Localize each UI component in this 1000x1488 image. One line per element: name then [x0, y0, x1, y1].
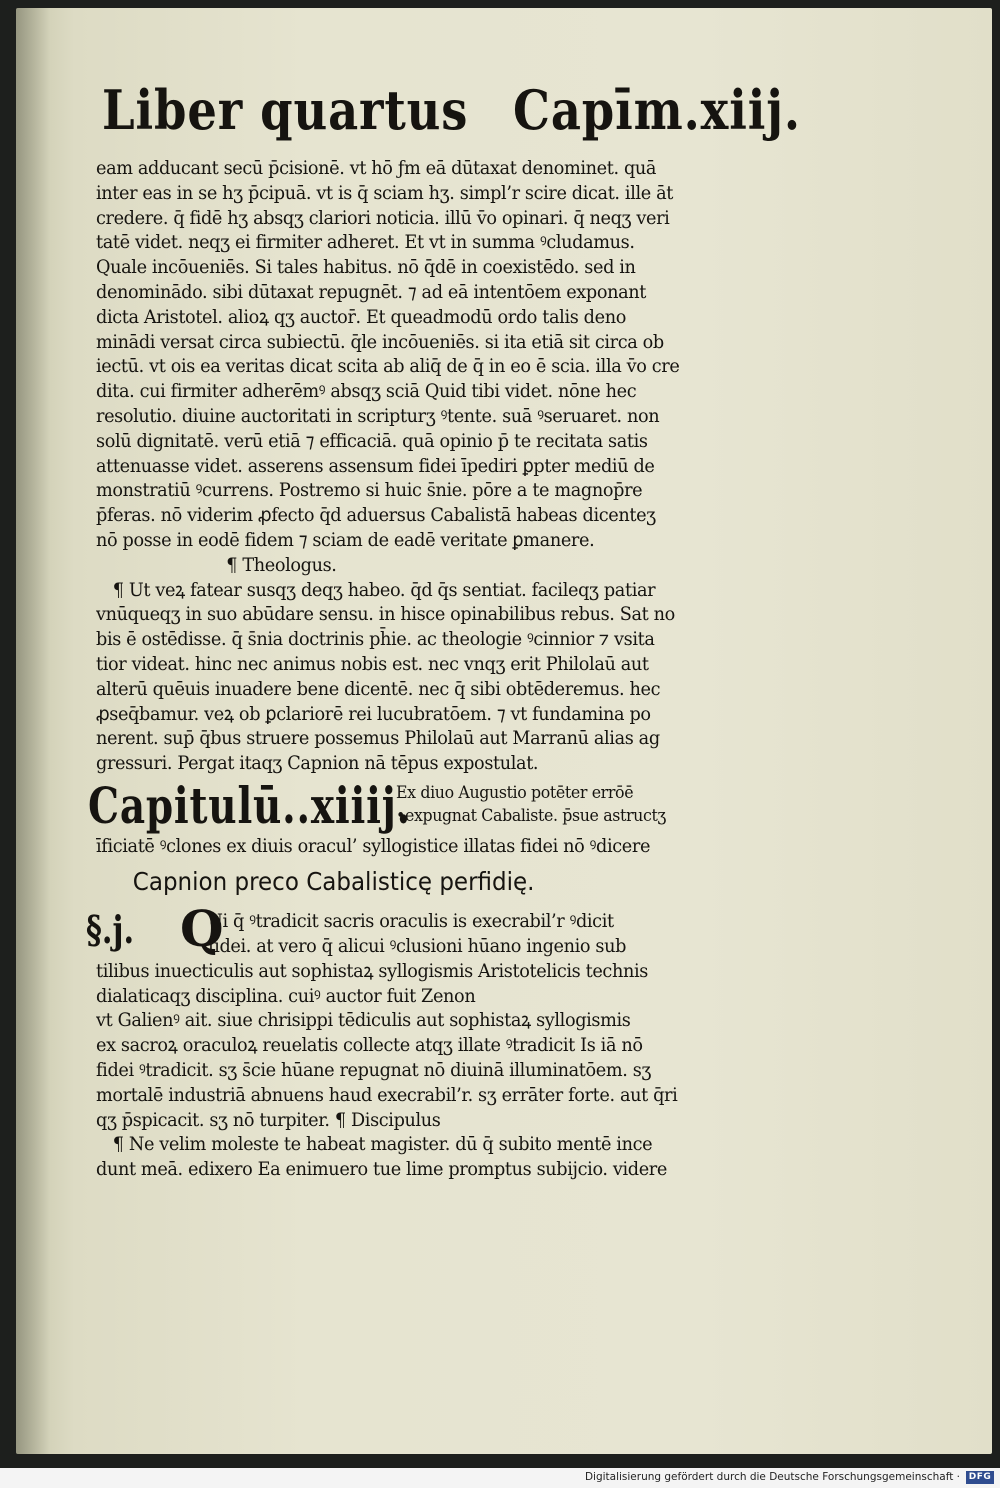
section-initial-letter: Q [180, 898, 224, 958]
text-line: dita. cui firmiter adherēmꝰ absqʒ sciā Quid tibi videt. nōne hec [96, 380, 637, 403]
running-head-book: Liber quartus [102, 78, 469, 142]
text-line: bis ē ostēdisse. q̄ s̄nia doctrinis ph̄ie. ac theologie ꝰcinnior ⁊ vsita [96, 628, 655, 651]
chapter-desc-full-line: īficiatē ꝰclones ex diuis oracul’ syllogistice illatas fidei nō ꝰdicere [96, 834, 651, 857]
running-head [102, 78, 801, 156]
text-line: tior videat. hinc nec animus nobis est. nec vnqʒ erit Philolaū aut [96, 652, 649, 675]
text-line: ¶ Ut veꝝ fatear susqʒ deqʒ habeo. q̄d q̄s sentiat. facileqʒ patiar [112, 578, 656, 601]
text-line: dicta Aristotel. alioꝝ qʒ auctor̄. Et queadmodū ordo talis deno [96, 305, 626, 328]
section-first-lines [208, 909, 768, 959]
binding-shadow [16, 8, 50, 1454]
text-line: attenuasse videt. asserens assensum fidei īpediri ꝑpter mediū de [96, 454, 655, 477]
chapter-description [396, 782, 816, 828]
running-head-chapter: Capīm.xiij. [513, 78, 801, 142]
text-line: denominādo. sibi dūtaxat repugnēt. ⁊ ad eā intentōem exponant [96, 280, 646, 303]
text-line: tilibus inuecticulis aut sophistaꝝ syllogismis Aristotelicis technis [96, 959, 648, 982]
chapter-title: Capitulū..xiiij. [88, 775, 411, 835]
text-line: Ui q̄ ꝰtradicit sacris oraculis is execrabil’r ꝰdicit [208, 909, 614, 932]
text-line: resolutio. diuine auctoritati in scripturʒ ꝰtente. suā ꝰseruaret. non [96, 404, 660, 427]
chapter-desc-line: Ex diuo Augustio potēter errōē [396, 782, 634, 803]
text-line: vt Galienꝰ ait. siue chrisippi tēdiculis aut sophistaꝝ syllogismis [96, 1009, 631, 1032]
text-line: p̄feras. nō viderim ꝓfecto q̄d aduersus Cabalistā habeas dicenteʒ [96, 504, 656, 527]
text-part-2 [96, 578, 746, 776]
text-line: ex sacroꝝ oraculoꝝ reuelatis collecte atqʒ illate ꝰtradicit Is iā nō [96, 1034, 643, 1057]
text-line: qʒ p̄spicacit. sʒ nō turpiter. ¶ Discipulus [96, 1108, 441, 1131]
text-line: gressuri. Pergat itaqʒ Capnion nā tēpus expostulat. [96, 752, 539, 775]
text-line: mortalē industriā abnuens haud execrabil’r. sʒ errāter forte. aut q̄ri [96, 1083, 678, 1106]
text-line: iectū. vt ois ea veritas dicat scita ab aliq̄ de q̄ in eo ē scia. illa v̄o cre [96, 355, 680, 378]
text-line: ¶ Ne velim moleste te habeat magister. dū q̄ subito mentē ince [112, 1133, 653, 1156]
rubric-theologus: ¶ Theologus. [226, 553, 337, 576]
text-line: alterū quēuis inuadere bene dicentē. nec q̄ sibi obtēderemus. hec [96, 677, 661, 700]
funding-credit: Digitalisierung gefördert durch die Deutsche Forschungsgemeinschaft · [584, 1471, 960, 1483]
text-line: nō posse in eodē fidem ⁊ sciam de eadē veritate ꝑmanere. [96, 528, 595, 551]
section-opening [86, 898, 746, 959]
text-line: minādi versat circa subiectū. q̄le incōueniēs. si ita etiā sit circa ob [96, 330, 664, 353]
text-line: dunt meā. edixero Ea enimuero tue lime promptus subijcio. videre [96, 1158, 667, 1181]
text-line: dialaticaqʒ disciplina. cuiꝰ auctor fuit Zenon [96, 984, 476, 1007]
chapter-heading [88, 775, 746, 835]
text-line: vnūqueqʒ in suo abūdare sensu. in hisce opinabilibus rebus. Sat no [96, 603, 675, 626]
page-text [86, 78, 801, 1182]
capnion-heading: Capnion preco Cabalisticę perfidię. [132, 866, 535, 896]
text-line: monstratiū ꝰcurrens. Postremo si huic s̄nie. pōre a te magnop̄re [96, 479, 643, 502]
text-line: ꝓseq̄bamur. veꝝ ob ꝑclariorē rei lucubratōem. ⁊ vt fundamina po [96, 702, 651, 725]
text-line: nerent. sup̄ q̄bus struere possemus Philolaū aut Marranū alias ag [96, 727, 660, 750]
text-part-1 [96, 156, 746, 553]
text-part-3 [96, 959, 746, 1182]
chapter-desc-line: •expugnat Cabaliste. p̄sue astructʒ [396, 805, 666, 826]
section-mark: §.j. [86, 906, 135, 952]
footer-bar [0, 1468, 1000, 1488]
text-line: fidei. at vero q̄ alicui ꝰclusioni hūano ingenio sub [208, 934, 627, 957]
text-line: fidei ꝰtradicit. sʒ s̄cie hūane repugnat nō diuinā illuminatōem. sʒ [96, 1058, 652, 1081]
text-line: eam adducant secū p̄cisionē. vt hō ƒm eā dūtaxat denominet. quā [96, 157, 657, 179]
dfg-logo: DFG [966, 1471, 994, 1484]
text-line: solū dignitatē. verū etiā ⁊ efficaciā. quā opinio p̄ te recitata satis [96, 429, 648, 452]
text-line: credere. q̄ fidē hʒ absqʒ clariori noticia. illū v̄o opinari. q̄ neqʒ veri [96, 206, 670, 229]
text-line: tatē videt. neqʒ ei firmiter adheret. Et vt in summa ꝰcludamus. [96, 231, 635, 254]
text-line: inter eas in se hʒ p̄cipuā. vt is q̄ sciam hʒ. simpl’r scire dicat. ille āt [96, 181, 673, 204]
text-line: Quale incōueniēs. Si tales habitus. nō q̄dē in coexistēdo. sed in [96, 256, 636, 279]
